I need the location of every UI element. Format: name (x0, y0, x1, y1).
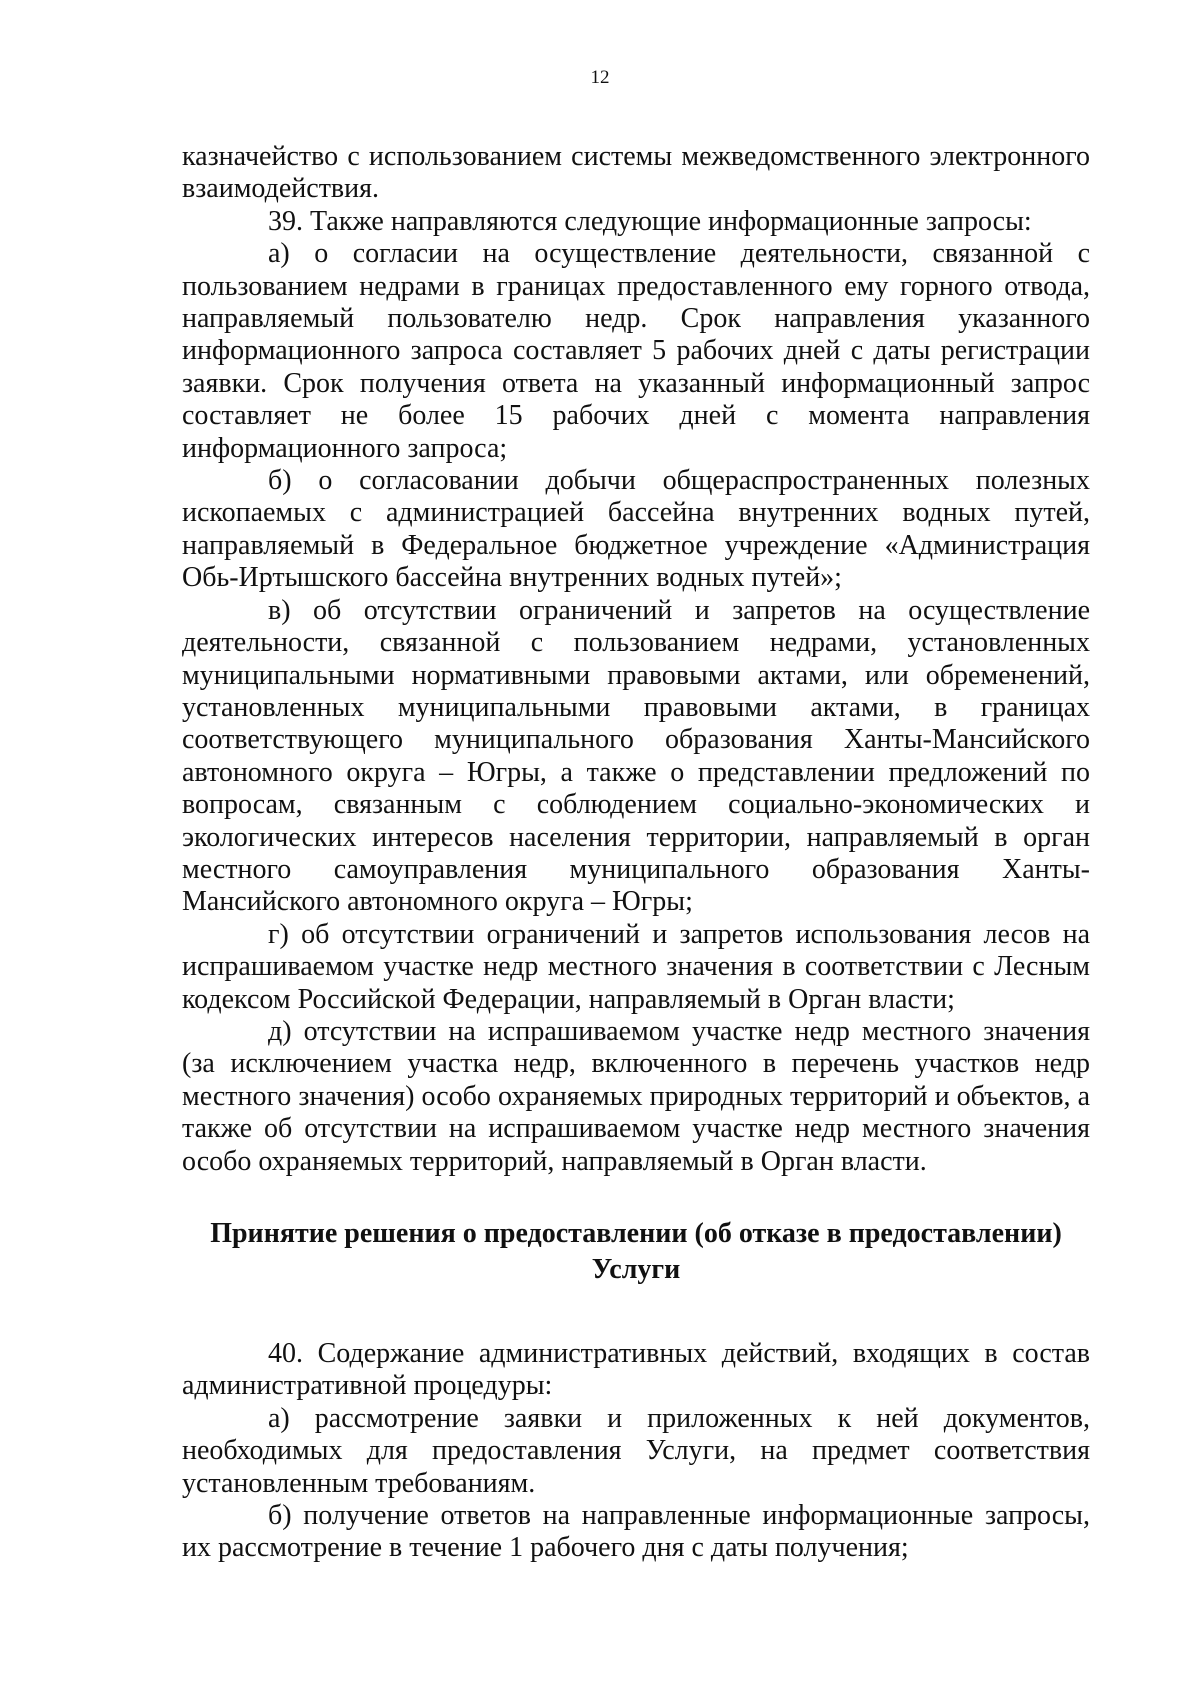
paragraph-subitem-a: а) о согласии на осуществление деятельности, связанной с пользованием недрами в границах предоставленного ему горного отвода, направляемый пользователю недр. Срок направления указанного информационного запроса составляет 5 рабочих дней с даты регистрации заявки. Срок получения ответа на указанный информационный запрос составляет не более 15 рабочих дней с момента направления информационного запроса; (182, 238, 1090, 464)
paragraph-subitem-g: г) об отсутствии ограничений и запретов использования лесов на испрашиваемом участке недр местного значения в соответствии с Лесным кодексом Российской Федерации, направляемый в Орган власти; (182, 918, 1090, 1015)
paragraph-item-40: 40. Содержание административных действий, входящих в состав административной процедуры: (182, 1338, 1090, 1402)
paragraph-subitem-a: а) рассмотрение заявки и приложенных к ней документов, необходимых для предоставления Услуги, на предмет соответствия установленным требованиям. (182, 1402, 1090, 1499)
paragraph-subitem-b: б) о согласовании добычи общераспространенных полезных ископаемых с администрацией бассейна внутренних водных путей, направляемый в Федеральное бюджетное учреждение «Администрация Обь-Иртышского бассейна внутренних водных путей»; (182, 465, 1090, 594)
section-heading-line-2: Услуги (591, 1254, 681, 1285)
page-number: 12 (590, 67, 610, 88)
paragraph-item-39: 39. Также направляются следующие информационные запросы: (268, 205, 1032, 237)
document-body (182, 141, 1090, 1565)
paragraph-subitem-v: в) об отсутствии ограничений и запретов на осуществление деятельности, связанной с пользованием недрами, установленных муниципальными нормативными правовыми актами, или обременений, установленных муниципальными правовыми актами, в границах соответствующего муниципального образования Ханты-Мансийского автономного округа – Югры, а также о представлении предложений по вопросам, связанным с соблюдением социально-экономических и экологических интересов населения территории, направляемый в орган местного самоуправления муниципального образования Ханты-Мансийского автономного округа – Югры; (182, 594, 1090, 918)
paragraph: казначейство с использованием системы межведомственного электронного взаимодействия. (182, 141, 1090, 205)
paragraph-subitem-b: б) получение ответов на направленные информационные запросы, их рассмотрение в течение 1 рабочего дня с даты получения; (182, 1500, 1090, 1564)
paragraphs-after (182, 1338, 1090, 1565)
section-heading (182, 1216, 1090, 1288)
paragraphs-before (182, 141, 1090, 1178)
paragraph-subitem-d: д) отсутствии на испрашиваемом участке недр местного значения (за исключением участка недр, включенного в перечень участков недр местного значения) особо охраняемых природных территорий и объектов, а также об отсутствии на испрашиваемом участке недр местного значения особо охраняемых территорий, направляемый в Орган власти. (182, 1015, 1090, 1177)
section-heading-line-1: Принятие решения о предоставлении (об отказе в предоставлении) (210, 1218, 1062, 1249)
